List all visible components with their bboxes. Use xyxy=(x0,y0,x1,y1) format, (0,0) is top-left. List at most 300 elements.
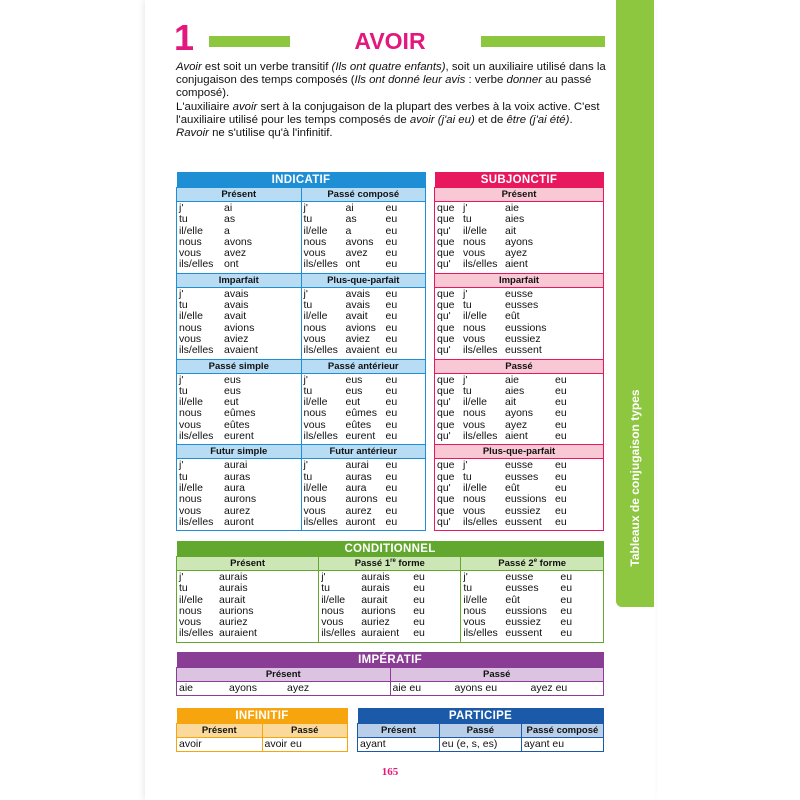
conjugation-word: vous xyxy=(463,504,486,517)
part-compose-value: ayant eu xyxy=(521,738,603,752)
conjugation-word: aviez xyxy=(345,332,371,345)
conjugation-word: vous xyxy=(179,247,202,260)
conjugation-word: aurais xyxy=(361,582,390,595)
imp-present-forms: aie ayons ayez xyxy=(177,682,391,696)
conjugation-word: j' xyxy=(463,287,468,300)
conjugation-cell xyxy=(177,373,302,445)
conjugation-word: eu xyxy=(413,604,425,617)
conjugation-word: avons xyxy=(345,235,374,248)
intro-segment: , soit un auxiliaire utilisé dans la conjugaison des temps composés ( xyxy=(176,61,606,87)
conjugation-word: ils/elles xyxy=(303,258,338,271)
conjugation-word: ait xyxy=(505,224,517,237)
conjugation-word: il/elle xyxy=(179,396,203,409)
side-tab-label: Tableaux de conjugaison types xyxy=(628,389,642,567)
conjugation-word: il/elle xyxy=(303,310,328,323)
conjugation-word: vous xyxy=(303,332,326,345)
conjugation-word: j' xyxy=(179,459,184,472)
conjugation-word: que xyxy=(437,299,455,312)
conjugation-row xyxy=(179,494,299,505)
conjugation-word: il/elle xyxy=(463,481,487,494)
imp-present-label: Présent xyxy=(177,668,391,682)
conjugation-word: tu xyxy=(463,213,472,226)
conjugation-word: tu xyxy=(321,582,330,595)
conjugation-word: eu xyxy=(413,582,425,595)
intro-paragraph-2 xyxy=(176,101,606,127)
conjugation-word: ils/elles xyxy=(303,430,338,443)
conjugation-row xyxy=(304,345,424,356)
conjugation-word: ils/elles xyxy=(303,344,338,357)
conjugation-word: tu xyxy=(179,299,188,312)
conjugation-word: eu xyxy=(555,384,567,397)
conjugation-cell xyxy=(435,373,604,445)
conjugation-cell xyxy=(435,202,604,274)
conjugation-word: eu xyxy=(385,287,398,300)
conjugation-word: vous xyxy=(303,504,326,517)
conjugation-word: eu xyxy=(560,593,573,606)
conjugation-word: vous xyxy=(179,616,202,629)
conjugation-word: auraient xyxy=(361,627,400,640)
conjugation-row xyxy=(437,460,601,471)
conjugation-word: ait xyxy=(505,396,517,409)
conjugation-word: eu xyxy=(385,224,398,237)
conjugation-row xyxy=(304,431,424,442)
conjugation-word: ils/elles xyxy=(463,627,498,640)
part-passe-value: eu (e, s, es) xyxy=(439,738,521,752)
conjugation-word: tu xyxy=(463,470,472,483)
conjugation-word: eu xyxy=(385,407,398,420)
subjonctif-table xyxy=(434,172,604,531)
conjugation-word: ils/elles xyxy=(179,515,214,528)
conjugation-word: aurais xyxy=(219,582,248,595)
conjugation-word: ils/elles xyxy=(463,515,498,528)
intro-segment: avoir xyxy=(409,113,435,126)
imperatif-table xyxy=(176,652,604,696)
conjugation-word: vous xyxy=(463,616,486,629)
conjugation-word: que xyxy=(437,459,455,472)
conjugation-word: j' xyxy=(303,373,308,386)
conjugation-word: aurez xyxy=(345,504,372,517)
conjugation-word: eussions xyxy=(505,604,547,617)
conjugation-word: eu xyxy=(560,604,573,617)
conjugation-word: eus xyxy=(224,373,241,386)
conjugation-word: eu xyxy=(385,213,398,226)
conjugation-word: tu xyxy=(179,582,188,595)
conjugation-word: qu' xyxy=(437,344,451,357)
conjugation-word: j' xyxy=(463,202,468,214)
intro-segment: est soit un verbe transitif xyxy=(201,61,332,73)
conjugation-word: qu' xyxy=(437,258,451,271)
inf-passe-label: Passé xyxy=(262,724,348,738)
conjugation-word: a xyxy=(224,224,230,237)
infinitif-table xyxy=(176,708,348,752)
part-present-value: ayant xyxy=(358,738,440,752)
conjugation-word: tu xyxy=(179,384,188,397)
conjugation-word: eu xyxy=(555,430,567,443)
conjugation-word: ils/elles xyxy=(179,344,214,357)
conjugation-word: eu xyxy=(555,418,567,431)
conjugation-word: eu xyxy=(555,373,567,386)
conjugation-word: eu xyxy=(385,321,398,334)
conjugation-word: il/elle xyxy=(303,396,328,409)
conjugation-word: aie xyxy=(505,202,520,214)
conjugation-word: eu xyxy=(385,470,398,483)
conjugation-row xyxy=(463,583,601,594)
indicatif-table xyxy=(176,172,426,531)
conjugation-row xyxy=(179,203,299,214)
conjugation-row xyxy=(304,375,424,386)
conjugation-word: aurez xyxy=(224,504,251,517)
conjugation-word: eu xyxy=(385,493,398,506)
conjugation-row xyxy=(179,460,299,471)
conjugation-cell xyxy=(301,373,426,445)
conjugation-row xyxy=(179,311,299,322)
tense-label: Passé simple xyxy=(177,359,302,373)
conjugation-word: eu xyxy=(555,396,567,409)
conjugation-word: j' xyxy=(463,459,468,472)
conjugation-word: nous xyxy=(463,604,487,617)
intro-segment: avoir xyxy=(232,100,258,113)
page-number: 165 xyxy=(381,766,399,778)
conjugation-word: j' xyxy=(179,373,184,386)
intro-segment: sert à la conjugaison de la plupart des verbes à la voix active. C'est l'auxiliaire utilisé pour les temps composés de xyxy=(176,100,600,126)
subjonctif-title: SUBJONCTIF xyxy=(435,172,604,188)
tense-label: Imparfait xyxy=(435,273,604,287)
conjugation-word: vous xyxy=(303,418,326,431)
conjugation-word: eu xyxy=(385,504,398,517)
inf-present-value: avoir xyxy=(177,738,263,752)
conjugation-word: eu xyxy=(385,430,398,443)
conjugation-word: aies xyxy=(505,384,525,397)
conjugation-word: il/elle xyxy=(463,396,487,409)
conjugation-word: aurai xyxy=(345,459,369,472)
conjugation-word: avait xyxy=(345,310,368,323)
conjugation-word: auraient xyxy=(219,627,257,640)
conjugation-word: vous xyxy=(321,616,344,629)
intro-segment: ne s'utilise qu'à l'infinitif. xyxy=(208,127,333,140)
conjugation-word: vous xyxy=(179,332,202,345)
conjugation-word: eu xyxy=(560,627,573,640)
conjugation-word: aurait xyxy=(361,593,388,606)
conjugation-word: nous xyxy=(303,407,327,420)
tense-label: Plus-que-parfait xyxy=(301,273,426,287)
conjugation-word: avaient xyxy=(224,344,258,357)
conjugation-word: avait xyxy=(224,310,247,323)
conjugation-row xyxy=(304,311,424,322)
conjugation-word: eu xyxy=(385,373,398,386)
conjugation-word: j' xyxy=(303,459,308,472)
conjugation-word: nous xyxy=(179,235,202,248)
conjugation-word: eu xyxy=(385,332,398,345)
conjugation-word: eu xyxy=(385,396,398,409)
conjugation-word: aient xyxy=(505,258,528,271)
cond-passe1-label: Passé 1re forme xyxy=(319,557,461,571)
conjugation-word: qu' xyxy=(437,481,451,494)
conjugation-word: aura xyxy=(345,481,367,494)
conjugation-word: eusses xyxy=(505,299,539,312)
conjugation-word: aurions xyxy=(361,604,396,617)
conjugation-word: ils/elles xyxy=(463,344,498,357)
tense-label: Passé xyxy=(435,359,604,373)
conjugation-word: vous xyxy=(463,247,486,260)
conjugation-word: eusse xyxy=(505,571,534,583)
conjugation-word: auront xyxy=(224,515,254,528)
conjugation-word: ont xyxy=(224,258,239,271)
conjugation-word: eu xyxy=(560,571,573,583)
conjugation-word: avais xyxy=(224,299,249,312)
conjugation-word: avions xyxy=(224,321,255,334)
conjugation-word: as xyxy=(345,213,357,226)
conjugation-row xyxy=(437,214,601,225)
conjugation-word: qu' xyxy=(437,224,451,237)
conjugation-cell xyxy=(461,571,604,643)
conjugation-word: aie xyxy=(505,373,520,386)
conjugation-word: eu xyxy=(413,627,425,640)
conjugation-word: tu xyxy=(179,470,188,483)
conjugation-word: ont xyxy=(345,258,361,271)
conjugation-word: eu xyxy=(413,616,425,629)
conjugation-word: eu xyxy=(385,384,398,397)
conjugation-word: qu' xyxy=(437,396,451,409)
conjugation-word: eu xyxy=(385,515,398,528)
verb-title: AVOIR xyxy=(354,28,426,54)
conjugation-word: il/elle xyxy=(179,310,203,323)
tense-label: Présent xyxy=(435,188,604,202)
intro-segment: L'auxiliaire xyxy=(176,100,233,113)
conjugation-cell xyxy=(435,287,604,359)
conjugation-word: nous xyxy=(463,407,486,420)
conjugation-word: que xyxy=(437,384,455,397)
conjugation-word: eus xyxy=(345,384,363,397)
conjugation-word: avaient xyxy=(345,344,380,357)
conjugation-word: tu xyxy=(303,299,313,312)
conjugation-word: eût xyxy=(505,310,520,323)
imperatif-title: IMPÉRATIF xyxy=(177,652,604,668)
conjugation-word: que xyxy=(437,470,455,483)
conjugation-word: tu xyxy=(463,582,473,595)
intro-segment: donner xyxy=(506,74,542,87)
conjugation-word: vous xyxy=(463,332,486,345)
intro-segment: et de xyxy=(474,113,507,126)
conjugation-word: tu xyxy=(303,213,313,226)
conjugation-word: auriez xyxy=(361,616,390,629)
conjugation-word: eu xyxy=(385,481,398,494)
tense-label: Passé composé xyxy=(301,188,426,202)
conjugation-word: que xyxy=(437,247,455,260)
conjugation-row xyxy=(437,386,601,397)
conjugation-word: eut xyxy=(224,396,239,409)
conjugation-row xyxy=(179,583,316,594)
conjugation-cell xyxy=(301,202,426,274)
conjugation-word: vous xyxy=(179,418,202,431)
conjugation-word: eus xyxy=(224,384,241,397)
conjugation-word: eusses xyxy=(505,470,539,483)
intro-segment: . xyxy=(569,113,573,126)
intro-segment: Ravoir xyxy=(176,127,209,140)
part-compose-label: Passé composé xyxy=(521,724,603,738)
conjugation-word: il/elle xyxy=(179,481,203,494)
conjugation-word: ils/elles xyxy=(179,627,214,640)
intro-segment: (Ils ont quatre enfants) xyxy=(331,61,446,73)
conjugation-row xyxy=(437,431,601,442)
conjugation-word: que xyxy=(437,418,455,431)
conjugation-word: eu xyxy=(555,493,567,506)
conjugation-word: ayez xyxy=(505,247,528,260)
conjugation-row xyxy=(179,517,299,528)
conjugation-word: eus xyxy=(345,373,363,386)
conjugation-cell xyxy=(177,459,302,531)
conjugation-row xyxy=(437,517,601,528)
conjugation-word: tu xyxy=(463,384,472,397)
conjugation-word: auront xyxy=(345,515,376,528)
conjugation-word: eu xyxy=(413,571,425,583)
conjugation-word: auras xyxy=(224,470,251,483)
conjugation-word: il/elle xyxy=(303,481,328,494)
conjugation-word: eu xyxy=(555,407,567,420)
conjugation-word: j' xyxy=(463,373,468,386)
conjugation-word: il/elle xyxy=(321,593,346,606)
conjugation-row xyxy=(321,583,458,594)
conjugation-word: j' xyxy=(303,287,308,300)
conjugation-word: eussions xyxy=(505,321,547,334)
conjugation-word: que xyxy=(437,202,455,214)
conjugation-word: il/elle xyxy=(179,224,203,237)
indicatif-title: INDICATIF xyxy=(177,172,426,188)
tense-label: Plus-que-parfait xyxy=(435,445,604,459)
conjugation-word: ayez xyxy=(505,418,528,431)
conjugation-row xyxy=(304,203,424,214)
conjugation-row xyxy=(437,345,601,356)
conjugation-word: a xyxy=(345,224,352,237)
conjugation-word: avions xyxy=(345,321,376,334)
conjugation-word: il/elle xyxy=(463,593,488,606)
conjugation-word: il/elle xyxy=(463,310,487,323)
conjugation-word: eu xyxy=(385,344,398,357)
conjugation-row xyxy=(463,628,601,639)
conjugation-word: nous xyxy=(179,604,202,617)
title-bar-right xyxy=(481,36,605,47)
conjugation-row xyxy=(437,311,601,322)
conjugation-word: j' xyxy=(321,571,326,583)
conjugation-word: eu xyxy=(560,582,573,595)
intro-segment: Avoir xyxy=(176,61,202,73)
conjugation-word: j' xyxy=(179,287,184,300)
cond-passe2-label: Passé 2e forme xyxy=(461,557,604,571)
conjugation-word: eûmes xyxy=(224,407,256,420)
conjugation-word: eussent xyxy=(505,344,542,357)
conjugation-word: ils/elles xyxy=(463,430,498,443)
conjugation-word: eurent xyxy=(224,430,254,443)
conjugation-word: qu' xyxy=(437,430,451,443)
conjugation-word: eussent xyxy=(505,515,542,528)
conjugation-word: ai xyxy=(345,202,354,214)
conjugation-word: aviez xyxy=(224,332,249,345)
conjugation-word: eût xyxy=(505,481,520,494)
conjugation-word: avais xyxy=(224,287,249,300)
inf-present-label: Présent xyxy=(177,724,263,738)
conjugation-word: eu xyxy=(385,258,398,271)
conjugation-word: aient xyxy=(505,430,528,443)
conjugation-word: que xyxy=(437,235,455,248)
conjugation-word: nous xyxy=(463,321,486,334)
conjugation-word: aurions xyxy=(219,604,254,617)
conjugation-word: nous xyxy=(179,321,202,334)
conjugation-word: que xyxy=(437,373,455,386)
conjugation-word: eurent xyxy=(345,430,376,443)
conjugation-word: eu xyxy=(555,481,567,494)
conjugation-word: que xyxy=(437,213,455,226)
tense-label: Passé antérieur xyxy=(301,359,426,373)
conjugation-word: eussiez xyxy=(505,332,541,345)
conjugation-word: que xyxy=(437,321,455,334)
conjugation-row xyxy=(179,431,299,442)
conjugation-word: avons xyxy=(224,235,253,248)
conjugation-word: il/elle xyxy=(179,593,203,606)
conjugation-word: que xyxy=(437,332,455,345)
conjugation-word: tu xyxy=(179,213,188,226)
conjugation-word: nous xyxy=(303,235,327,248)
conjugation-word: nous xyxy=(303,493,327,506)
conjugation-word: ils/elles xyxy=(321,627,356,640)
conjugation-word: aurait xyxy=(219,593,246,606)
tense-label: Imparfait xyxy=(177,273,302,287)
conjugation-row xyxy=(304,214,424,225)
conjugation-word: ayons xyxy=(505,407,534,420)
conjugation-word: nous xyxy=(179,493,202,506)
conjugation-word: aurais xyxy=(219,571,248,583)
conjugation-word: aurai xyxy=(224,459,248,472)
conjugation-row xyxy=(437,494,601,505)
conjugation-cell xyxy=(301,287,426,359)
conjugation-word: auriez xyxy=(219,616,248,629)
conjugation-word: eu xyxy=(555,515,567,528)
conjugation-word: nous xyxy=(179,407,202,420)
conjugation-word: eûmes xyxy=(345,407,378,420)
conjugation-word: nous xyxy=(303,321,327,334)
conjugation-word: vous xyxy=(463,418,486,431)
conjugation-word: eu xyxy=(555,504,567,517)
imp-passe-label: Passé xyxy=(390,668,604,682)
title-bar-left xyxy=(209,36,290,47)
conjugation-word: tu xyxy=(303,470,313,483)
conditionnel-table xyxy=(176,541,604,643)
cond-present-label: Présent xyxy=(177,557,319,571)
conjugation-cell xyxy=(177,202,302,274)
conjugation-word: eu xyxy=(555,470,567,483)
intro-segment: au passé composé). xyxy=(176,74,592,100)
conjugation-row xyxy=(179,214,299,225)
conjugation-word: que xyxy=(437,407,455,420)
conjugation-row xyxy=(304,460,424,471)
participe-title: PARTICIPE xyxy=(358,708,604,724)
intro-segment: Ils ont donné leur avis xyxy=(354,74,466,87)
conjugation-cell xyxy=(435,459,604,531)
conjugation-word: vous xyxy=(303,247,326,260)
conjugation-word: aurons xyxy=(345,493,378,506)
conjugation-cell xyxy=(319,571,461,643)
conjugation-word: il/elle xyxy=(463,224,487,237)
conjugation-word: eussiez xyxy=(505,616,541,629)
conjugation-row xyxy=(179,259,299,270)
participe-table xyxy=(357,708,604,752)
conjugation-word: eu xyxy=(413,593,425,606)
conjugation-word: eu xyxy=(385,247,398,260)
conjugation-word: avais xyxy=(345,299,371,312)
conjugation-word: eussions xyxy=(505,493,547,506)
conjugation-word: j' xyxy=(303,202,308,214)
part-present-label: Présent xyxy=(358,724,440,738)
part-passe-label: Passé xyxy=(439,724,521,738)
conjugation-word: auras xyxy=(345,470,372,483)
